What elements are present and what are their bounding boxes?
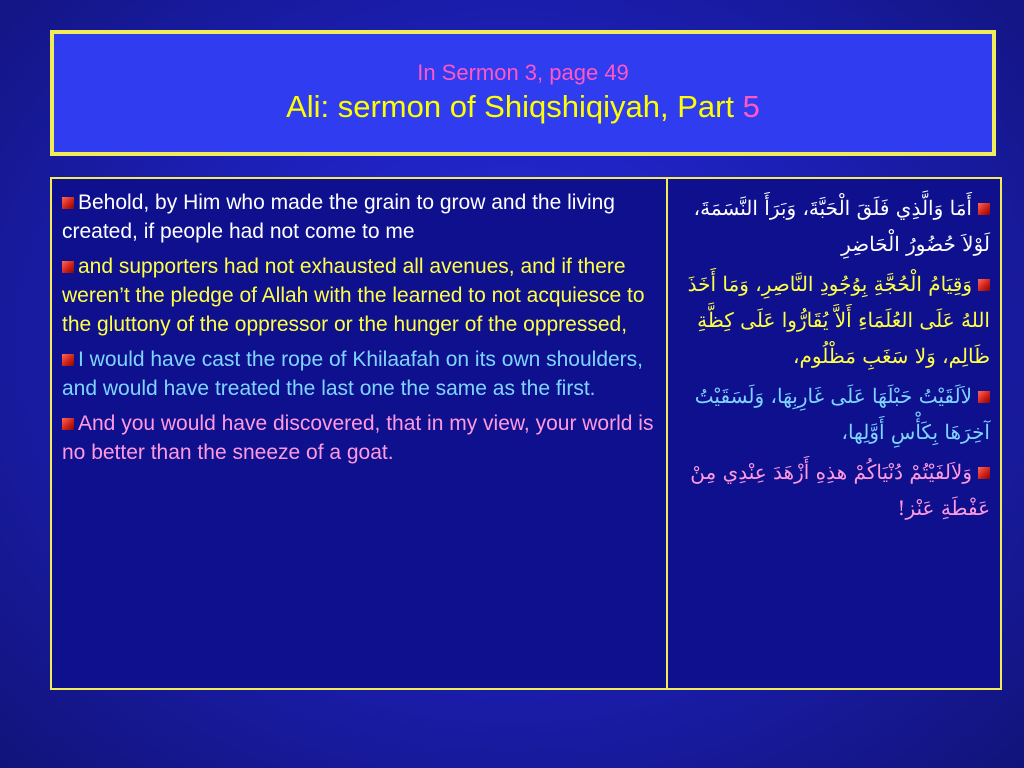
english-paragraph-text: I would have cast the rope of Khilaafah on its own shoulders, and would have treated the last one the same as the first. bbox=[62, 348, 644, 400]
english-paragraph bbox=[62, 409, 658, 467]
bullet-square-icon bbox=[978, 391, 990, 403]
arabic-paragraph bbox=[678, 190, 990, 262]
bullet-square-icon bbox=[978, 467, 990, 479]
arabic-paragraph bbox=[678, 378, 990, 450]
english-column bbox=[52, 179, 668, 688]
slide-title bbox=[286, 88, 760, 126]
arabic-paragraph-text: أَمَا وَالَّذِي فَلَقَ الْحَبَّةَ، وَبَرَأَ النَّسَمَةَ، لَوْلاَ حُضُورُ الْحَاضِرِ bbox=[693, 196, 990, 256]
english-paragraph bbox=[62, 252, 658, 339]
bullet-square-icon bbox=[978, 203, 990, 215]
slide-subtitle: In Sermon 3, page 49 bbox=[417, 60, 629, 85]
english-paragraph-text: And you would have discovered, that in my view, your world is no better than the sneeze of a goat. bbox=[62, 412, 654, 464]
bullet-square-icon bbox=[62, 354, 74, 366]
bullet-square-icon bbox=[62, 197, 74, 209]
bullet-square-icon bbox=[978, 279, 990, 291]
arabic-paragraph-text: وَلاَلفَيْتُمْ دُنْيَاكُمْ هذِهِ أَزْهَدَ عِنْدِي مِنْ عَفْطَةِ عَنْز! bbox=[690, 460, 990, 520]
arabic-paragraph-text: وَقِيَامُ الْحُجَّةِ بِوُجُودِ النَّاصِرِ، وَمَا أَخَذَ اللهُ عَلَى العُلَمَاءِ أَلاَّ يُقَارُّوا عَلَى كِظَّةِ ظَالِم، وَلا سَغَبِ مَظْلُوم، bbox=[687, 272, 990, 368]
english-paragraph-text: Behold, by Him who made the grain to grow and the living created, if people had not come to me bbox=[62, 191, 615, 243]
arabic-column bbox=[668, 179, 1000, 688]
english-paragraph bbox=[62, 188, 658, 246]
english-paragraph-text: and supporters had not exhausted all avenues, and if there weren’t the pledge of Allah with the learned to not acquiesce to the gluttony of the oppressor or the hunger of the oppressed, bbox=[62, 255, 645, 336]
arabic-paragraph bbox=[678, 266, 990, 374]
title-box bbox=[50, 30, 996, 156]
slide-title-part-number: 5 bbox=[742, 89, 760, 124]
content-table bbox=[50, 177, 1002, 690]
arabic-paragraph bbox=[678, 454, 990, 526]
english-paragraph bbox=[62, 345, 658, 403]
slide-title-main: Ali: sermon of Shiqshiqiyah, Part bbox=[286, 89, 743, 124]
arabic-paragraph-text: لاَلَقَيْتُ حَبْلَهَا عَلَى غَارِبِهَا، وَلَسَقَيْتُ آخِرَهَا بِكَأْسِ أَوَّلِها، bbox=[694, 384, 990, 444]
bullet-square-icon bbox=[62, 261, 74, 273]
bullet-square-icon bbox=[62, 418, 74, 430]
